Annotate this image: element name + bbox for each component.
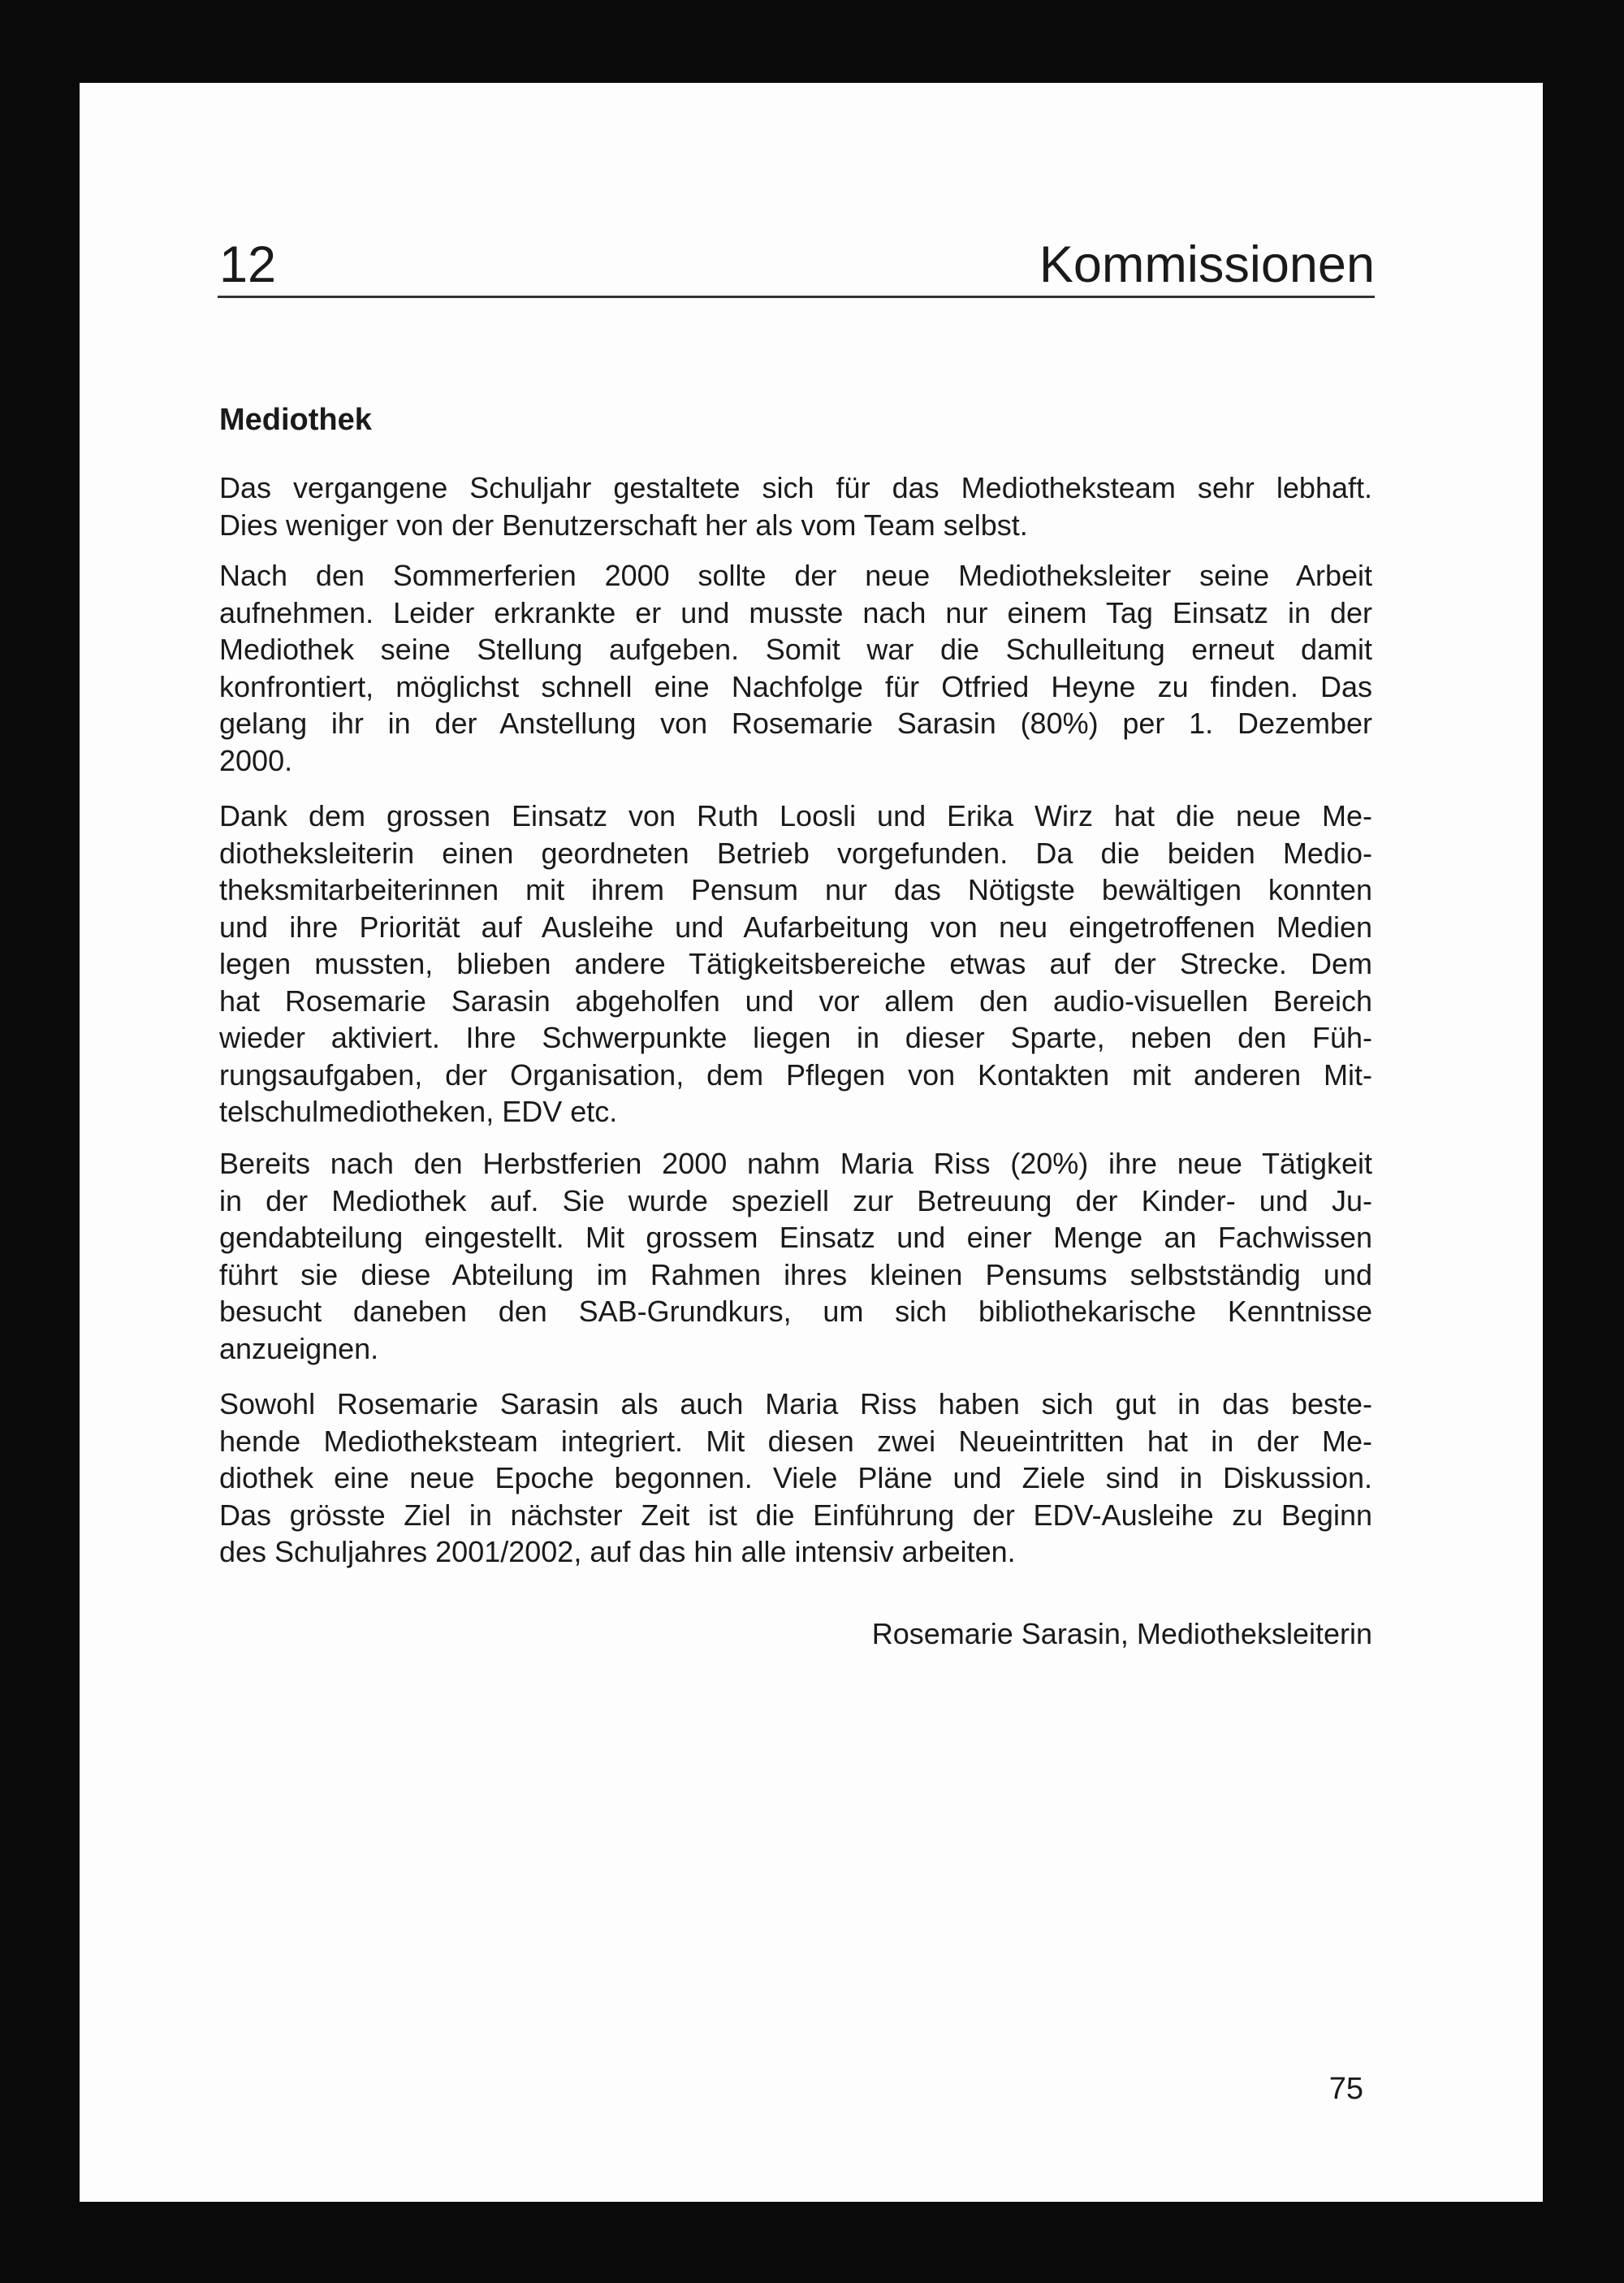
text-line: hende Mediotheksteam integriert. Mit diesen zwei Neueintritten hat in der Me-: [219, 1424, 1372, 1458]
text-line: telschulmediotheken, EDV etc.: [219, 1095, 618, 1128]
paragraph: [219, 557, 1372, 779]
text-line: führt sie diese Abteilung im Rahmen ihres kleinen Pensums selbstständig und: [219, 1257, 1372, 1291]
text-line: diotheksleiterin einen geordneten Betrieb vorgefunden. Da die beiden Medio-: [219, 836, 1372, 870]
text-line: hat Rosemarie Sarasin abgeholfen und vor allem den audio-visuellen Bereich: [219, 984, 1372, 1018]
text-line: Bereits nach den Herbstferien 2000 nahm Maria Riss (20%) ihre neue Tätigkeit: [219, 1147, 1372, 1180]
text-line: aufnehmen. Leider erkrankte er und musste nach nur einem Tag Einsatz in der: [219, 595, 1372, 629]
text-line: und ihre Priorität auf Ausleihe und Aufarbeitung von neu eingetroffenen Medien: [219, 910, 1372, 944]
text-line: theksmitarbeiterinnen mit ihrem Pensum nur das Nötigste bewältigen konnten: [219, 873, 1372, 906]
text-line: 2000.: [219, 743, 293, 777]
text-line: Dank dem grossen Einsatz von Ruth Loosli und Erika Wirz hat die neue Me-: [219, 799, 1372, 832]
text-line: konfrontiert, möglichst schnell eine Nachfolge für Otfried Heyne zu finden. Das: [219, 669, 1372, 703]
document-page: [80, 83, 1543, 2202]
text-line: Nach den Sommerferien 2000 sollte der neue Mediotheksleiter seine Arbeit: [219, 559, 1372, 592]
text-line: wieder aktiviert. Ihre Schwerpunkte liegen in dieser Sparte, neben den Füh-: [219, 1021, 1372, 1054]
paragraph: [219, 469, 1372, 543]
text-line: besucht daneben den SAB-Grundkurs, um sich bibliothekarische Kenntnisse: [219, 1295, 1372, 1328]
text-line: Dies weniger von der Benutzerschaft her als vom Team selbst.: [219, 508, 1028, 542]
section-title: Mediothek: [219, 403, 372, 437]
page-number: 75: [1328, 2072, 1363, 2106]
chapter-title: Kommissionen: [1039, 236, 1375, 293]
text-line: Das grösste Ziel in nächster Zeit ist die Einführung der EDV-Ausleihe zu Beginn: [219, 1498, 1372, 1532]
text-line: Mediothek seine Stellung aufgeben. Somit war die Schulleitung erneut damit: [219, 633, 1372, 666]
signature: Rosemarie Sarasin, Mediotheksleiterin: [871, 1617, 1372, 1650]
text-line: gelang ihr in der Anstellung von Rosemarie Sarasin (80%) per 1. Dezember: [219, 707, 1372, 740]
paragraph: [219, 798, 1372, 1131]
text-line: Das vergangene Schuljahr gestaltete sich für das Mediotheksteam sehr lebhaft.: [219, 471, 1372, 504]
text-line: in der Mediothek auf. Sie wurde speziell zur Betreuung der Kinder- und Ju-: [219, 1183, 1372, 1217]
text-line: gendabteilung eingestellt. Mit grossem Einsatz und einer Menge an Fachwissen: [219, 1221, 1372, 1254]
text-line: rungsaufgaben, der Organisation, dem Pflegen von Kontakten mit anderen Mit-: [219, 1057, 1372, 1092]
chapter-number: 12: [219, 236, 277, 293]
text-line: diothek eine neue Epoche begonnen. Viele Pläne und Ziele sind in Diskussion.: [219, 1461, 1372, 1494]
text-line: des Schuljahres 2001/2002, auf das hin alle intensiv arbeiten.: [219, 1535, 1016, 1568]
text-line: legen mussten, blieben andere Tätigkeitsbereiche etwas auf der Strecke. Dem: [219, 947, 1372, 980]
paragraph: [219, 1386, 1372, 1571]
header-rule: [218, 296, 1375, 298]
paragraph: [219, 1145, 1372, 1367]
text-line: anzueignen.: [219, 1331, 379, 1365]
text-line: Sowohl Rosemarie Sarasin als auch Maria Riss haben sich gut in das beste-: [219, 1387, 1372, 1420]
